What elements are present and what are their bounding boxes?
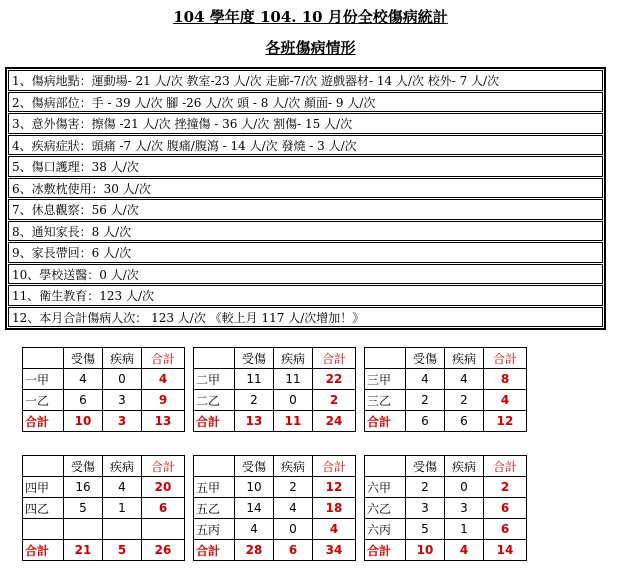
sum-label: 合計 bbox=[194, 540, 235, 561]
illness-count: 0 bbox=[274, 390, 313, 411]
summary-row: 6、冰敷枕使用：30 人/次 bbox=[8, 178, 603, 199]
header-total: 合計 bbox=[484, 348, 527, 369]
injury-count: 3 bbox=[406, 498, 445, 519]
illness-count: 3 bbox=[103, 390, 142, 411]
total-count: 2 bbox=[313, 390, 356, 411]
class-name: 六丙 bbox=[365, 519, 406, 540]
header-illness: 疾病 bbox=[274, 456, 313, 477]
sum-injury: 6 bbox=[406, 411, 445, 432]
header-total: 合計 bbox=[484, 456, 527, 477]
header-injury: 受傷 bbox=[64, 348, 103, 369]
sum-illness: 3 bbox=[103, 411, 142, 432]
summary-row: 3、意外傷害：擦傷 -21 人/次 挫撞傷 - 36 人/次 割傷- 15 人/次 bbox=[8, 113, 603, 134]
sum-label: 合計 bbox=[365, 411, 406, 432]
table-header-row bbox=[23, 456, 527, 477]
illness-count: 4 bbox=[274, 498, 313, 519]
total-count bbox=[142, 519, 185, 540]
sum-total: 13 bbox=[142, 411, 185, 432]
sum-label: 合計 bbox=[23, 411, 64, 432]
sum-total: 14 bbox=[484, 540, 527, 561]
table-header-row bbox=[23, 348, 527, 369]
sum-illness: 5 bbox=[103, 540, 142, 561]
illness-count: 4 bbox=[103, 477, 142, 498]
table-cell bbox=[23, 348, 64, 369]
table-row bbox=[23, 498, 527, 519]
class-name: 三甲 bbox=[365, 369, 406, 390]
illness-count: 2 bbox=[445, 390, 484, 411]
header-illness: 疾病 bbox=[445, 348, 484, 369]
header-total: 合計 bbox=[142, 348, 185, 369]
table-cell bbox=[194, 456, 235, 477]
sum-illness: 6 bbox=[445, 411, 484, 432]
summary-row: 4、疾病症狀：頭痛 -7 人/次 腹痛/腹瀉 - 14 人/次 發燒 - 3 人/次 bbox=[8, 135, 603, 156]
illness-count: 0 bbox=[274, 519, 313, 540]
class-name: 一乙 bbox=[23, 390, 64, 411]
table-cell bbox=[365, 348, 406, 369]
class-name: 四甲 bbox=[23, 477, 64, 498]
total-count: 18 bbox=[313, 498, 356, 519]
class-name: 六乙 bbox=[365, 498, 406, 519]
summary-row: 10、學校送醫：0 人/次 bbox=[8, 264, 603, 285]
class-name: 二乙 bbox=[194, 390, 235, 411]
illness-count: 2 bbox=[274, 477, 313, 498]
total-count: 2 bbox=[484, 477, 527, 498]
table-sum-row bbox=[23, 411, 527, 432]
table-row bbox=[23, 477, 527, 498]
summary-row: 11、衛生教育：123 人/次 bbox=[8, 285, 603, 306]
class-name: 二甲 bbox=[194, 369, 235, 390]
header-injury: 受傷 bbox=[406, 348, 445, 369]
table-row bbox=[23, 390, 527, 411]
header-injury: 受傷 bbox=[235, 456, 274, 477]
summary-row: 9、家長帶回：6 人/次 bbox=[8, 242, 603, 263]
injury-count bbox=[64, 519, 103, 540]
illness-count bbox=[103, 519, 142, 540]
summary-box bbox=[5, 67, 606, 330]
total-count: 20 bbox=[142, 477, 185, 498]
illness-count: 3 bbox=[445, 498, 484, 519]
summary-row: 1、傷病地點：運動場- 21 人/次 教室-23 人/次 走廊-7/次 遊戲器材- 14 人/次 校外- 7 人/次 bbox=[8, 70, 603, 91]
class-name: 五甲 bbox=[194, 477, 235, 498]
header-illness: 疾病 bbox=[103, 456, 142, 477]
illness-count: 11 bbox=[274, 369, 313, 390]
class-name: 三乙 bbox=[365, 390, 406, 411]
header-illness: 疾病 bbox=[445, 456, 484, 477]
sum-label: 合計 bbox=[194, 411, 235, 432]
total-count: 6 bbox=[142, 498, 185, 519]
header-injury: 受傷 bbox=[235, 348, 274, 369]
summary-row: 2、傷病部位：手 - 39 人/次 腳 -26 人/次 頭 - 8 人/次 顏面- 9 人/次 bbox=[8, 92, 603, 113]
injury-count: 6 bbox=[64, 390, 103, 411]
header-total: 合計 bbox=[142, 456, 185, 477]
injury-count: 14 bbox=[235, 498, 274, 519]
sum-injury: 13 bbox=[235, 411, 274, 432]
injury-count: 2 bbox=[406, 477, 445, 498]
class-name: 五乙 bbox=[194, 498, 235, 519]
total-count: 4 bbox=[484, 390, 527, 411]
table-cell bbox=[194, 348, 235, 369]
total-count: 4 bbox=[313, 519, 356, 540]
illness-count: 1 bbox=[103, 498, 142, 519]
table-cell bbox=[23, 456, 64, 477]
class-name: 六甲 bbox=[365, 477, 406, 498]
header-injury: 受傷 bbox=[406, 456, 445, 477]
injury-count: 5 bbox=[406, 519, 445, 540]
total-count: 12 bbox=[313, 477, 356, 498]
injury-count: 16 bbox=[64, 477, 103, 498]
sum-illness: 11 bbox=[274, 411, 313, 432]
illness-count: 4 bbox=[445, 369, 484, 390]
sum-illness: 6 bbox=[274, 540, 313, 561]
header-illness: 疾病 bbox=[274, 348, 313, 369]
page-title: 104 學年度 104. 10 月份全校傷病統計 bbox=[173, 8, 448, 26]
total-count: 6 bbox=[484, 498, 527, 519]
injury-count: 11 bbox=[235, 369, 274, 390]
total-count: 22 bbox=[313, 369, 356, 390]
sum-total: 26 bbox=[142, 540, 185, 561]
injury-count: 4 bbox=[64, 369, 103, 390]
illness-count: 0 bbox=[103, 369, 142, 390]
header-total: 合計 bbox=[313, 456, 356, 477]
total-count: 8 bbox=[484, 369, 527, 390]
sum-injury: 10 bbox=[64, 411, 103, 432]
sum-total: 12 bbox=[484, 411, 527, 432]
class-name: 五丙 bbox=[194, 519, 235, 540]
table-cell bbox=[365, 456, 406, 477]
injury-count: 4 bbox=[406, 369, 445, 390]
sum-total: 34 bbox=[313, 540, 356, 561]
table-sum-row bbox=[23, 540, 527, 561]
sum-illness: 4 bbox=[445, 540, 484, 561]
class-name: 四乙 bbox=[23, 498, 64, 519]
illness-count: 0 bbox=[445, 477, 484, 498]
sum-injury: 28 bbox=[235, 540, 274, 561]
illness-count: 1 bbox=[445, 519, 484, 540]
grade-1-3-table bbox=[22, 347, 527, 432]
sum-injury: 21 bbox=[64, 540, 103, 561]
injury-count: 2 bbox=[235, 390, 274, 411]
page-subtitle: 各班傷病情形 bbox=[265, 39, 356, 57]
summary-row: 8、通知家長：8 人/次 bbox=[8, 221, 603, 242]
sum-injury: 10 bbox=[406, 540, 445, 561]
total-count: 4 bbox=[142, 369, 185, 390]
summary-row: 7、休息觀察：56 人/次 bbox=[8, 199, 603, 220]
header-total: 合計 bbox=[313, 348, 356, 369]
injury-count: 10 bbox=[235, 477, 274, 498]
injury-count: 5 bbox=[64, 498, 103, 519]
total-count: 6 bbox=[484, 519, 527, 540]
total-count: 9 bbox=[142, 390, 185, 411]
sum-label: 合計 bbox=[365, 540, 406, 561]
table-row bbox=[23, 519, 527, 540]
class-name bbox=[23, 519, 64, 540]
table-row bbox=[23, 369, 527, 390]
header-illness: 疾病 bbox=[103, 348, 142, 369]
summary-row: 12、本月合計傷病人次： 123 人/次 《較上月 117 人/次增加！》 bbox=[8, 307, 603, 328]
sum-label: 合計 bbox=[23, 540, 64, 561]
class-name: 一甲 bbox=[23, 369, 64, 390]
header-injury: 受傷 bbox=[64, 456, 103, 477]
summary-row: 5、傷口護理：38 人/次 bbox=[8, 156, 603, 177]
injury-count: 4 bbox=[235, 519, 274, 540]
grade-4-6-table bbox=[22, 455, 527, 561]
sum-total: 24 bbox=[313, 411, 356, 432]
injury-count: 2 bbox=[406, 390, 445, 411]
